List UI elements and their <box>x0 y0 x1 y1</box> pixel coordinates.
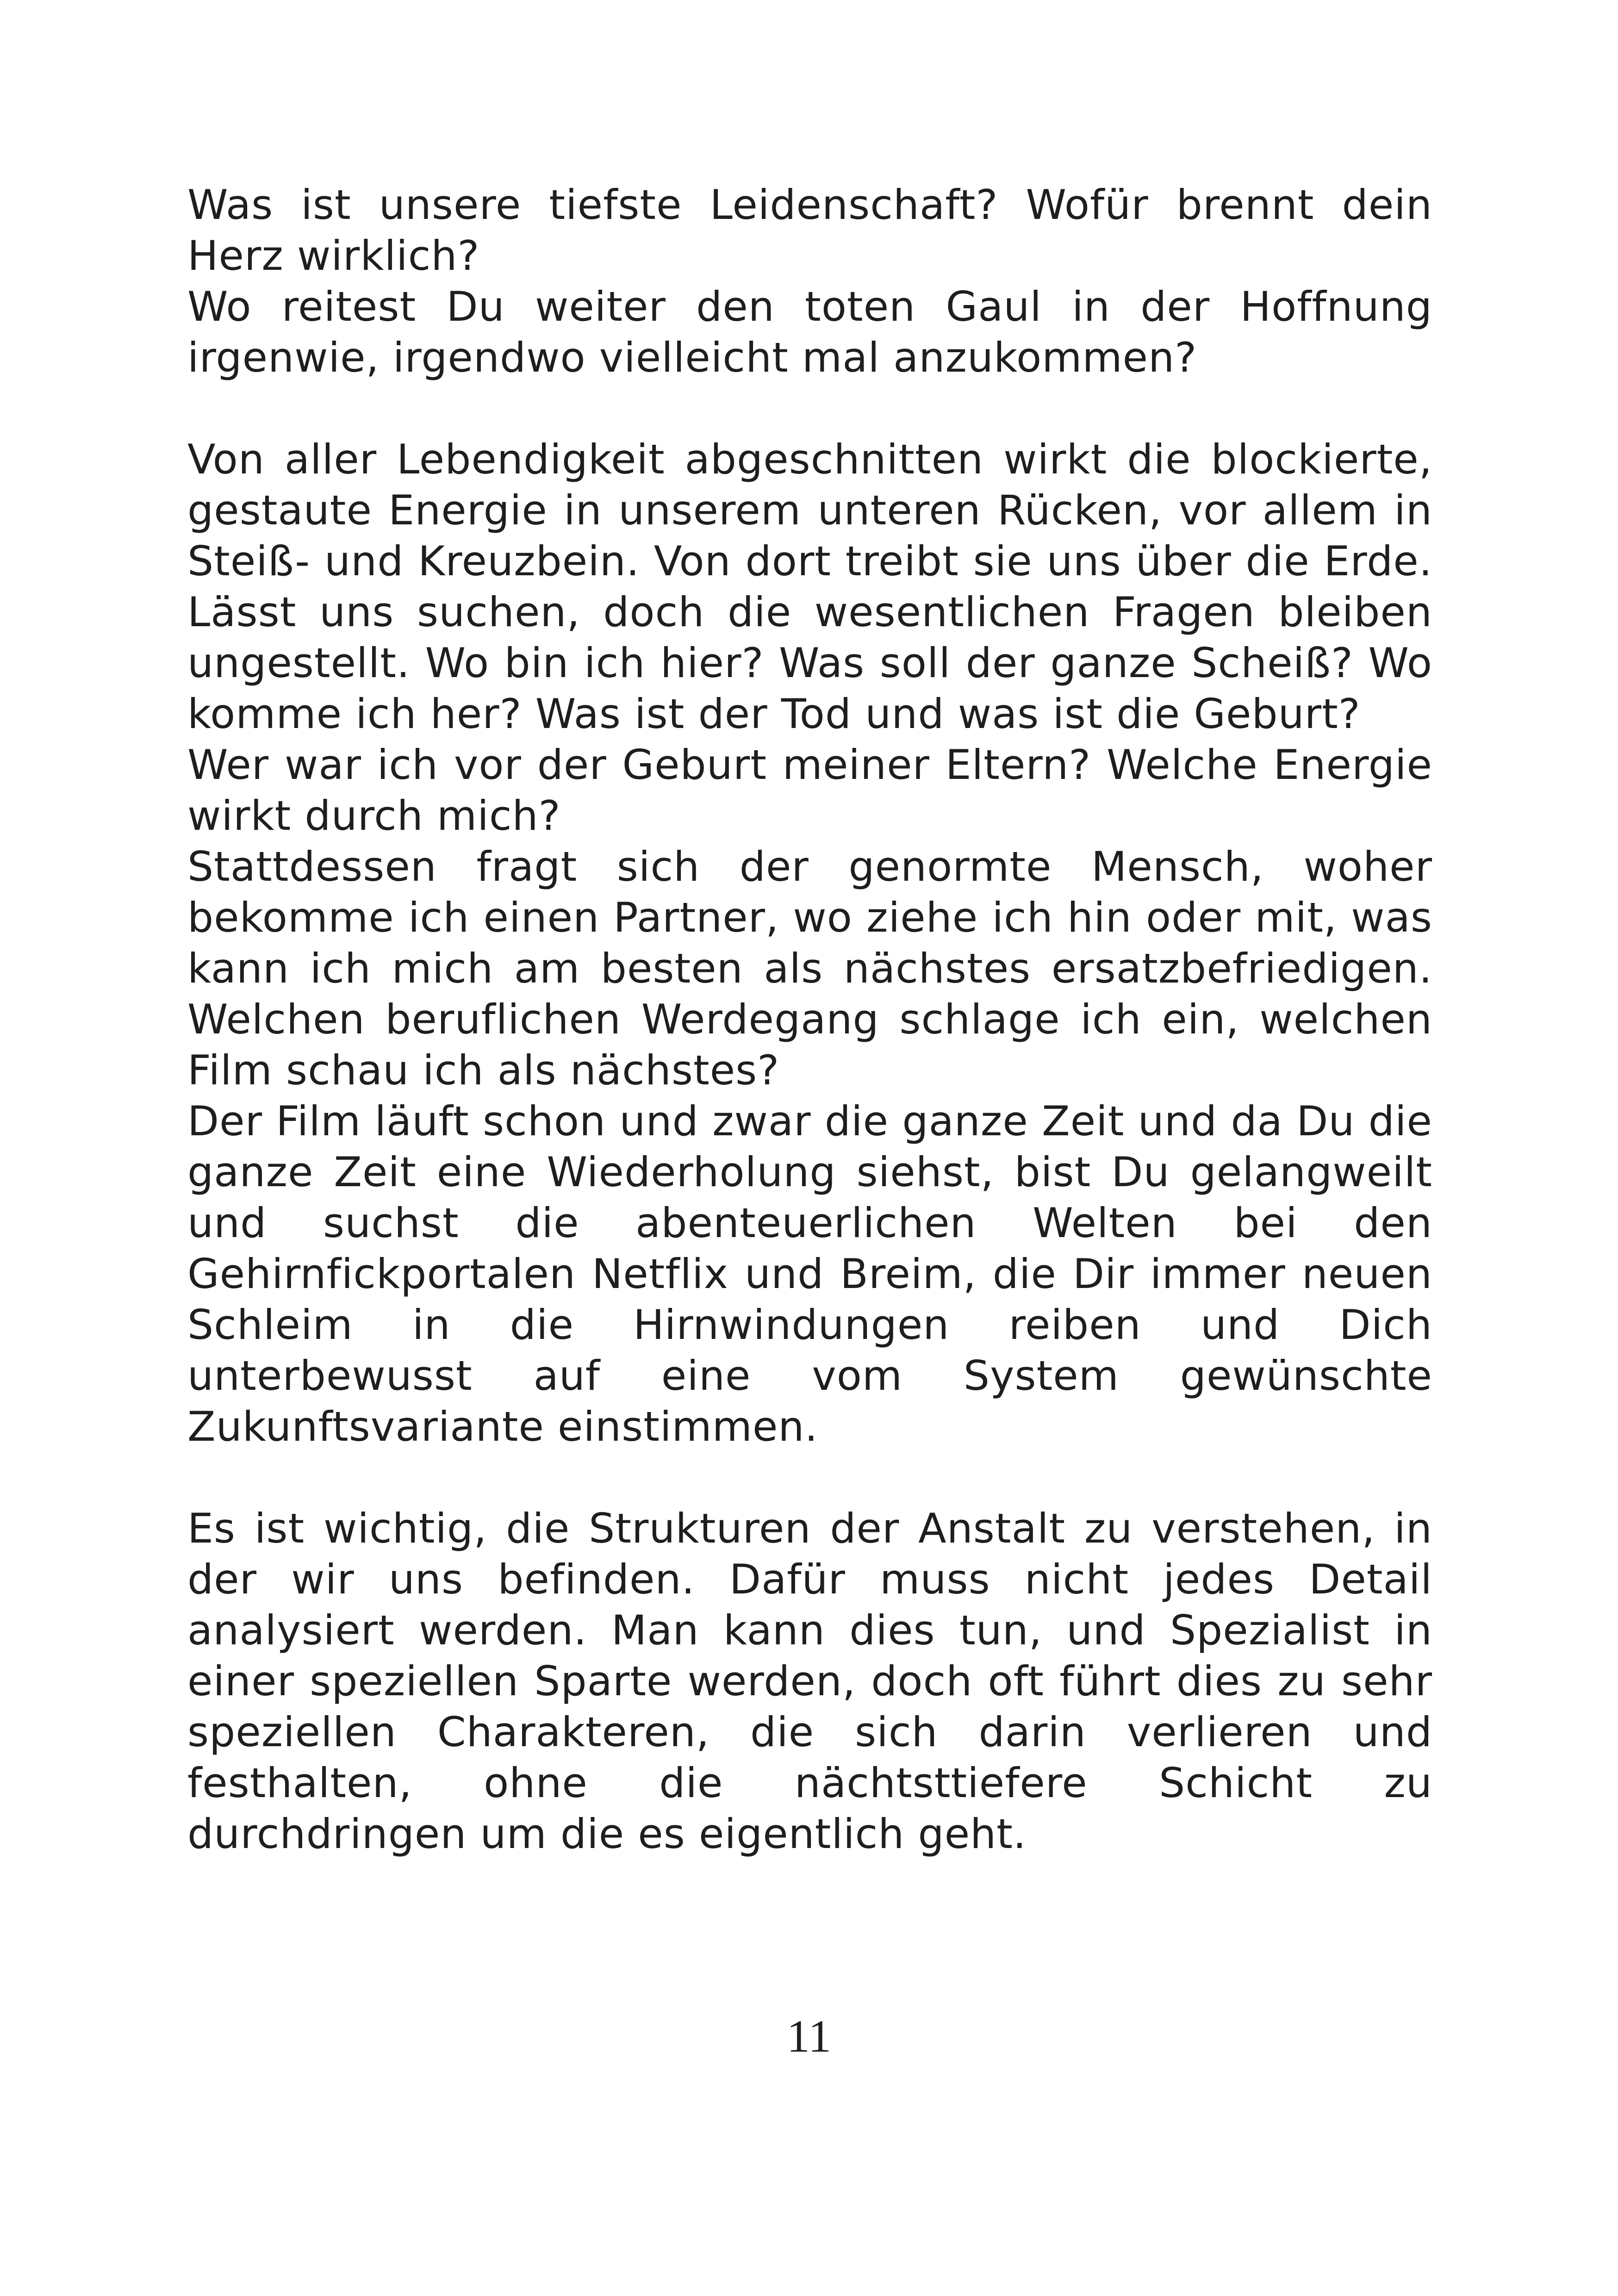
paragraph: Was ist unsere tiefste Leidenschaft? Wofür brennt dein Herz wirklich? <box>187 181 1432 280</box>
paragraph: Wo reitest Du weiter den toten Gaul in der Hoffnung irgenwie, irgendwo vielleicht mal anzukommen? <box>187 283 1432 381</box>
paragraph: Von aller Lebendigkeit abgeschnitten wirkt die blockierte, gestaute Energie in unserem unteren Rücken, vor allem in Steiß- und Kreuzbein. Von dort treibt sie uns über die Erde. Lässt uns suchen, doch die wesentlichen Fragen bleiben ungestellt. Wo bin ich hier? Was soll der ganze Scheiß? Wo komme ich her? Was ist der Tod und was ist die Geburt? <box>187 436 1432 738</box>
paragraph: Es ist wichtig, die Strukturen der Anstalt zu verstehen, in der wir uns befinden. Dafür muss nicht jedes Detail analysiert werden. Man kann dies tun, und Spezialist in einer speziellen Sparte werden, doch oft führt dies zu sehr speziellen Charakteren, die sich darin verlieren und festhalten, ohne die nächtsttiefere Schicht zu durchdringen um die es eigentlich geht. <box>187 1505 1432 1858</box>
body-text <box>187 180 1432 1860</box>
page-number: 11 <box>786 2010 832 2062</box>
paragraph: Der Film läuft schon und zwar die ganze Zeit und da Du die ganze Zeit eine Wiederholung siehst, bist Du gelangweilt und suchst die abenteuerlichen Welten bei den Gehirnfickportalen Netflix und Breim, die Dir immer neuen Schleim in die Hirnwindungen reiben und Dich unterbewusst auf eine vom System gewünschte Zukunftsvariante einstimmen. <box>187 1097 1432 1450</box>
paragraph: Stattdessen fragt sich der genormte Mensch, woher bekomme ich einen Partner, wo ziehe ich hin oder mit, was kann ich mich am besten als nächstes ersatzbefriedigen. Welchen beruflichen Werdegang schlage ich ein, welchen Film schau ich als nächstes? <box>187 843 1432 1094</box>
paragraph: Wer war ich vor der Geburt meiner Eltern? Welche Energie wirkt durch mich? <box>187 741 1432 840</box>
